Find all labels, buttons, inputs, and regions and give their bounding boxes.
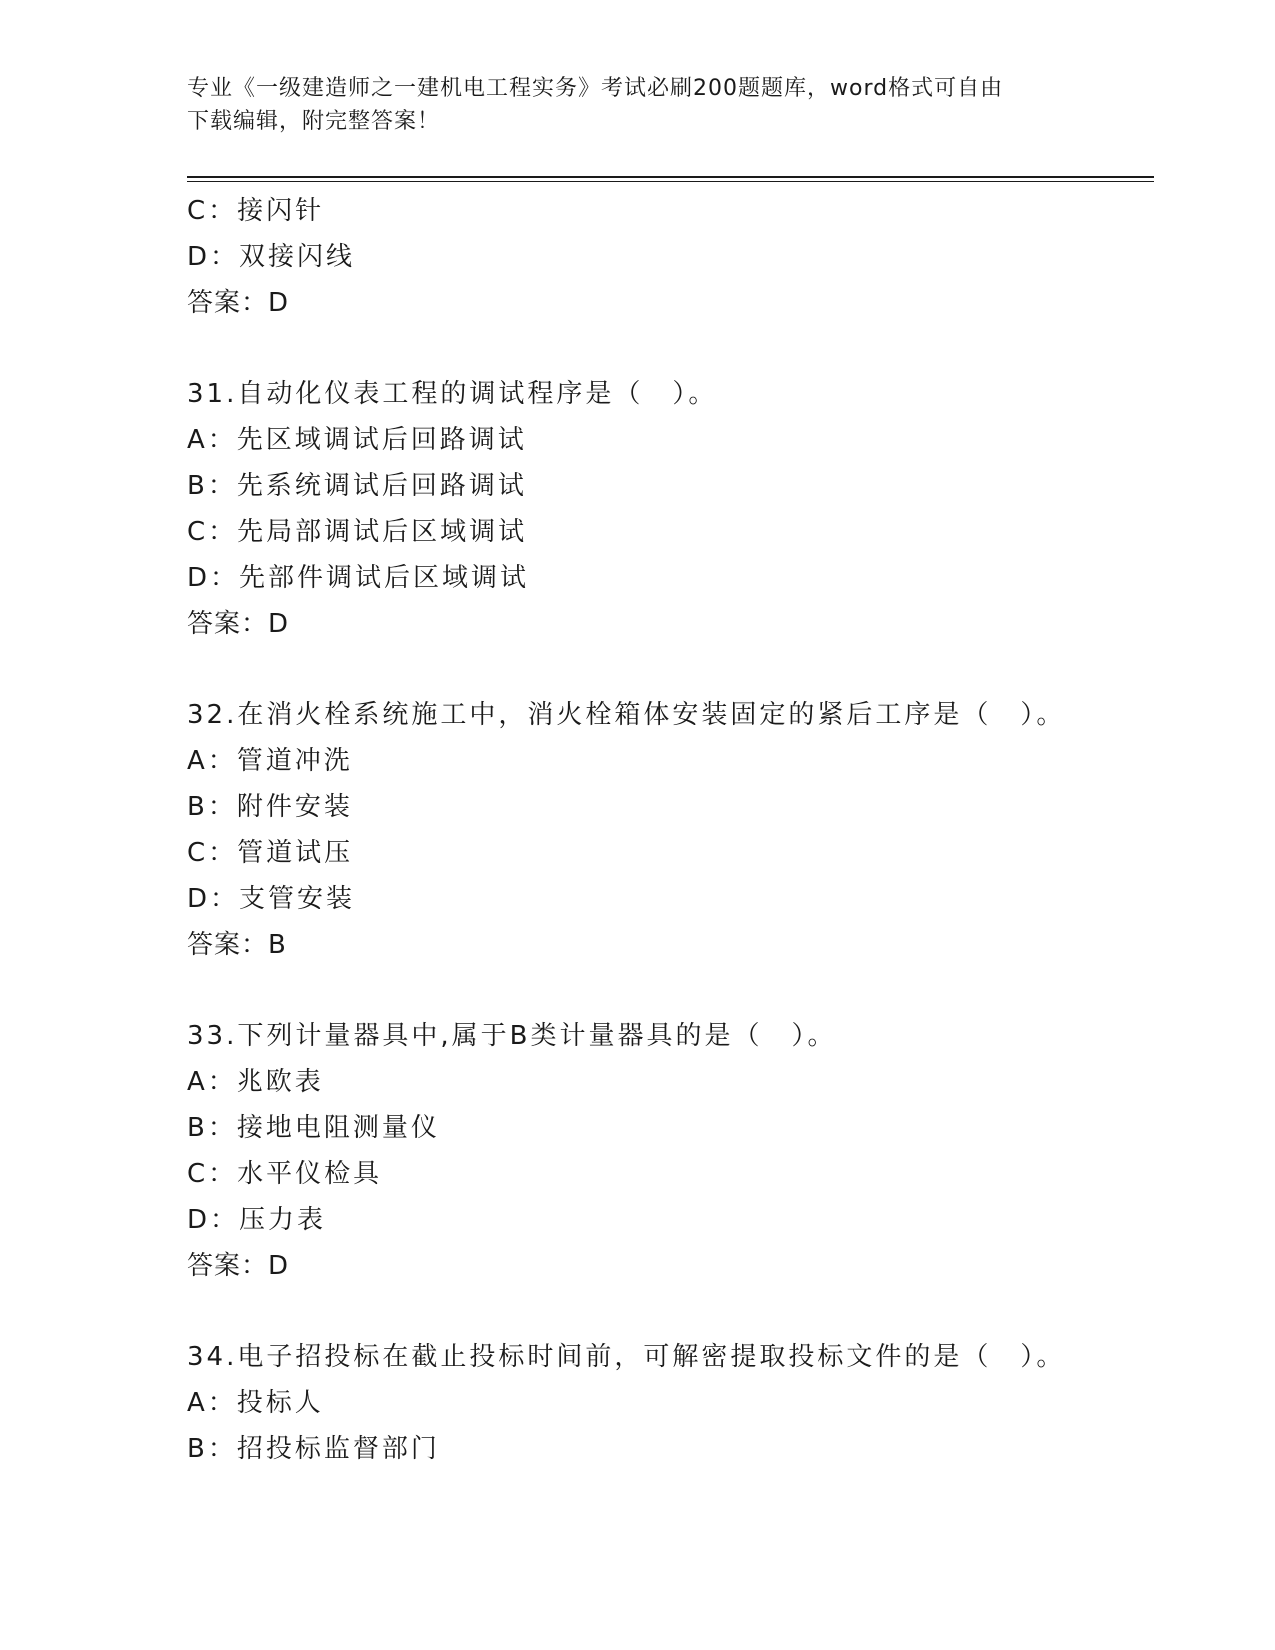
option-c: C：接闪针 (187, 196, 325, 226)
page-header (187, 72, 1087, 138)
header-line-2: 下载编辑，附完整答案！ (187, 109, 441, 134)
document-body (187, 188, 1154, 1472)
option-a: A：投标人 (187, 1388, 324, 1418)
question-34 (187, 1334, 1154, 1472)
question-stem: 32.在消火栓系统施工中，消火栓箱体安装固定的紧后工序是（ ）。 (187, 700, 1066, 730)
header-divider-thick (187, 176, 1154, 178)
question-33 (187, 1013, 1154, 1289)
option-c: C：管道试压 (187, 838, 354, 868)
header-line-1: 专业《一级建造师之一建机电工程实务》考试必刷200题题库，word格式可自由 (187, 76, 1004, 101)
option-b: B：接地电阻测量仪 (187, 1113, 440, 1143)
option-b: B：招投标监督部门 (187, 1434, 440, 1464)
option-d: D：双接闪线 (187, 242, 356, 272)
answer: 答案：D (187, 288, 290, 318)
question-32 (187, 692, 1154, 968)
option-c: C：水平仪检具 (187, 1159, 383, 1189)
question-30-continued (187, 188, 1154, 326)
option-a: A：管道冲洗 (187, 746, 353, 776)
question-stem: 31.自动化仪表工程的调试程序是（ ）。 (187, 379, 718, 409)
question-stem: 33.下列计量器具中,属于B类计量器具的是（ ）。 (187, 1021, 837, 1051)
option-d: D：支管安装 (187, 884, 356, 914)
option-b: B：附件安装 (187, 792, 353, 822)
question-stem: 34.电子招投标在截止投标时间前，可解密提取投标文件的是（ ）。 (187, 1342, 1066, 1372)
answer: 答案：B (187, 930, 287, 960)
option-d: D：先部件调试后区域调试 (187, 563, 530, 593)
option-b: B：先系统调试后回路调试 (187, 471, 527, 501)
answer: 答案：D (187, 1251, 290, 1281)
header-divider-thin (187, 181, 1154, 182)
option-a: A：先区域调试后回路调试 (187, 425, 527, 455)
answer: 答案：D (187, 609, 290, 639)
option-c: C：先局部调试后区域调试 (187, 517, 528, 547)
option-d: D：压力表 (187, 1205, 327, 1235)
option-a: A：兆欧表 (187, 1067, 324, 1097)
question-31 (187, 371, 1154, 647)
